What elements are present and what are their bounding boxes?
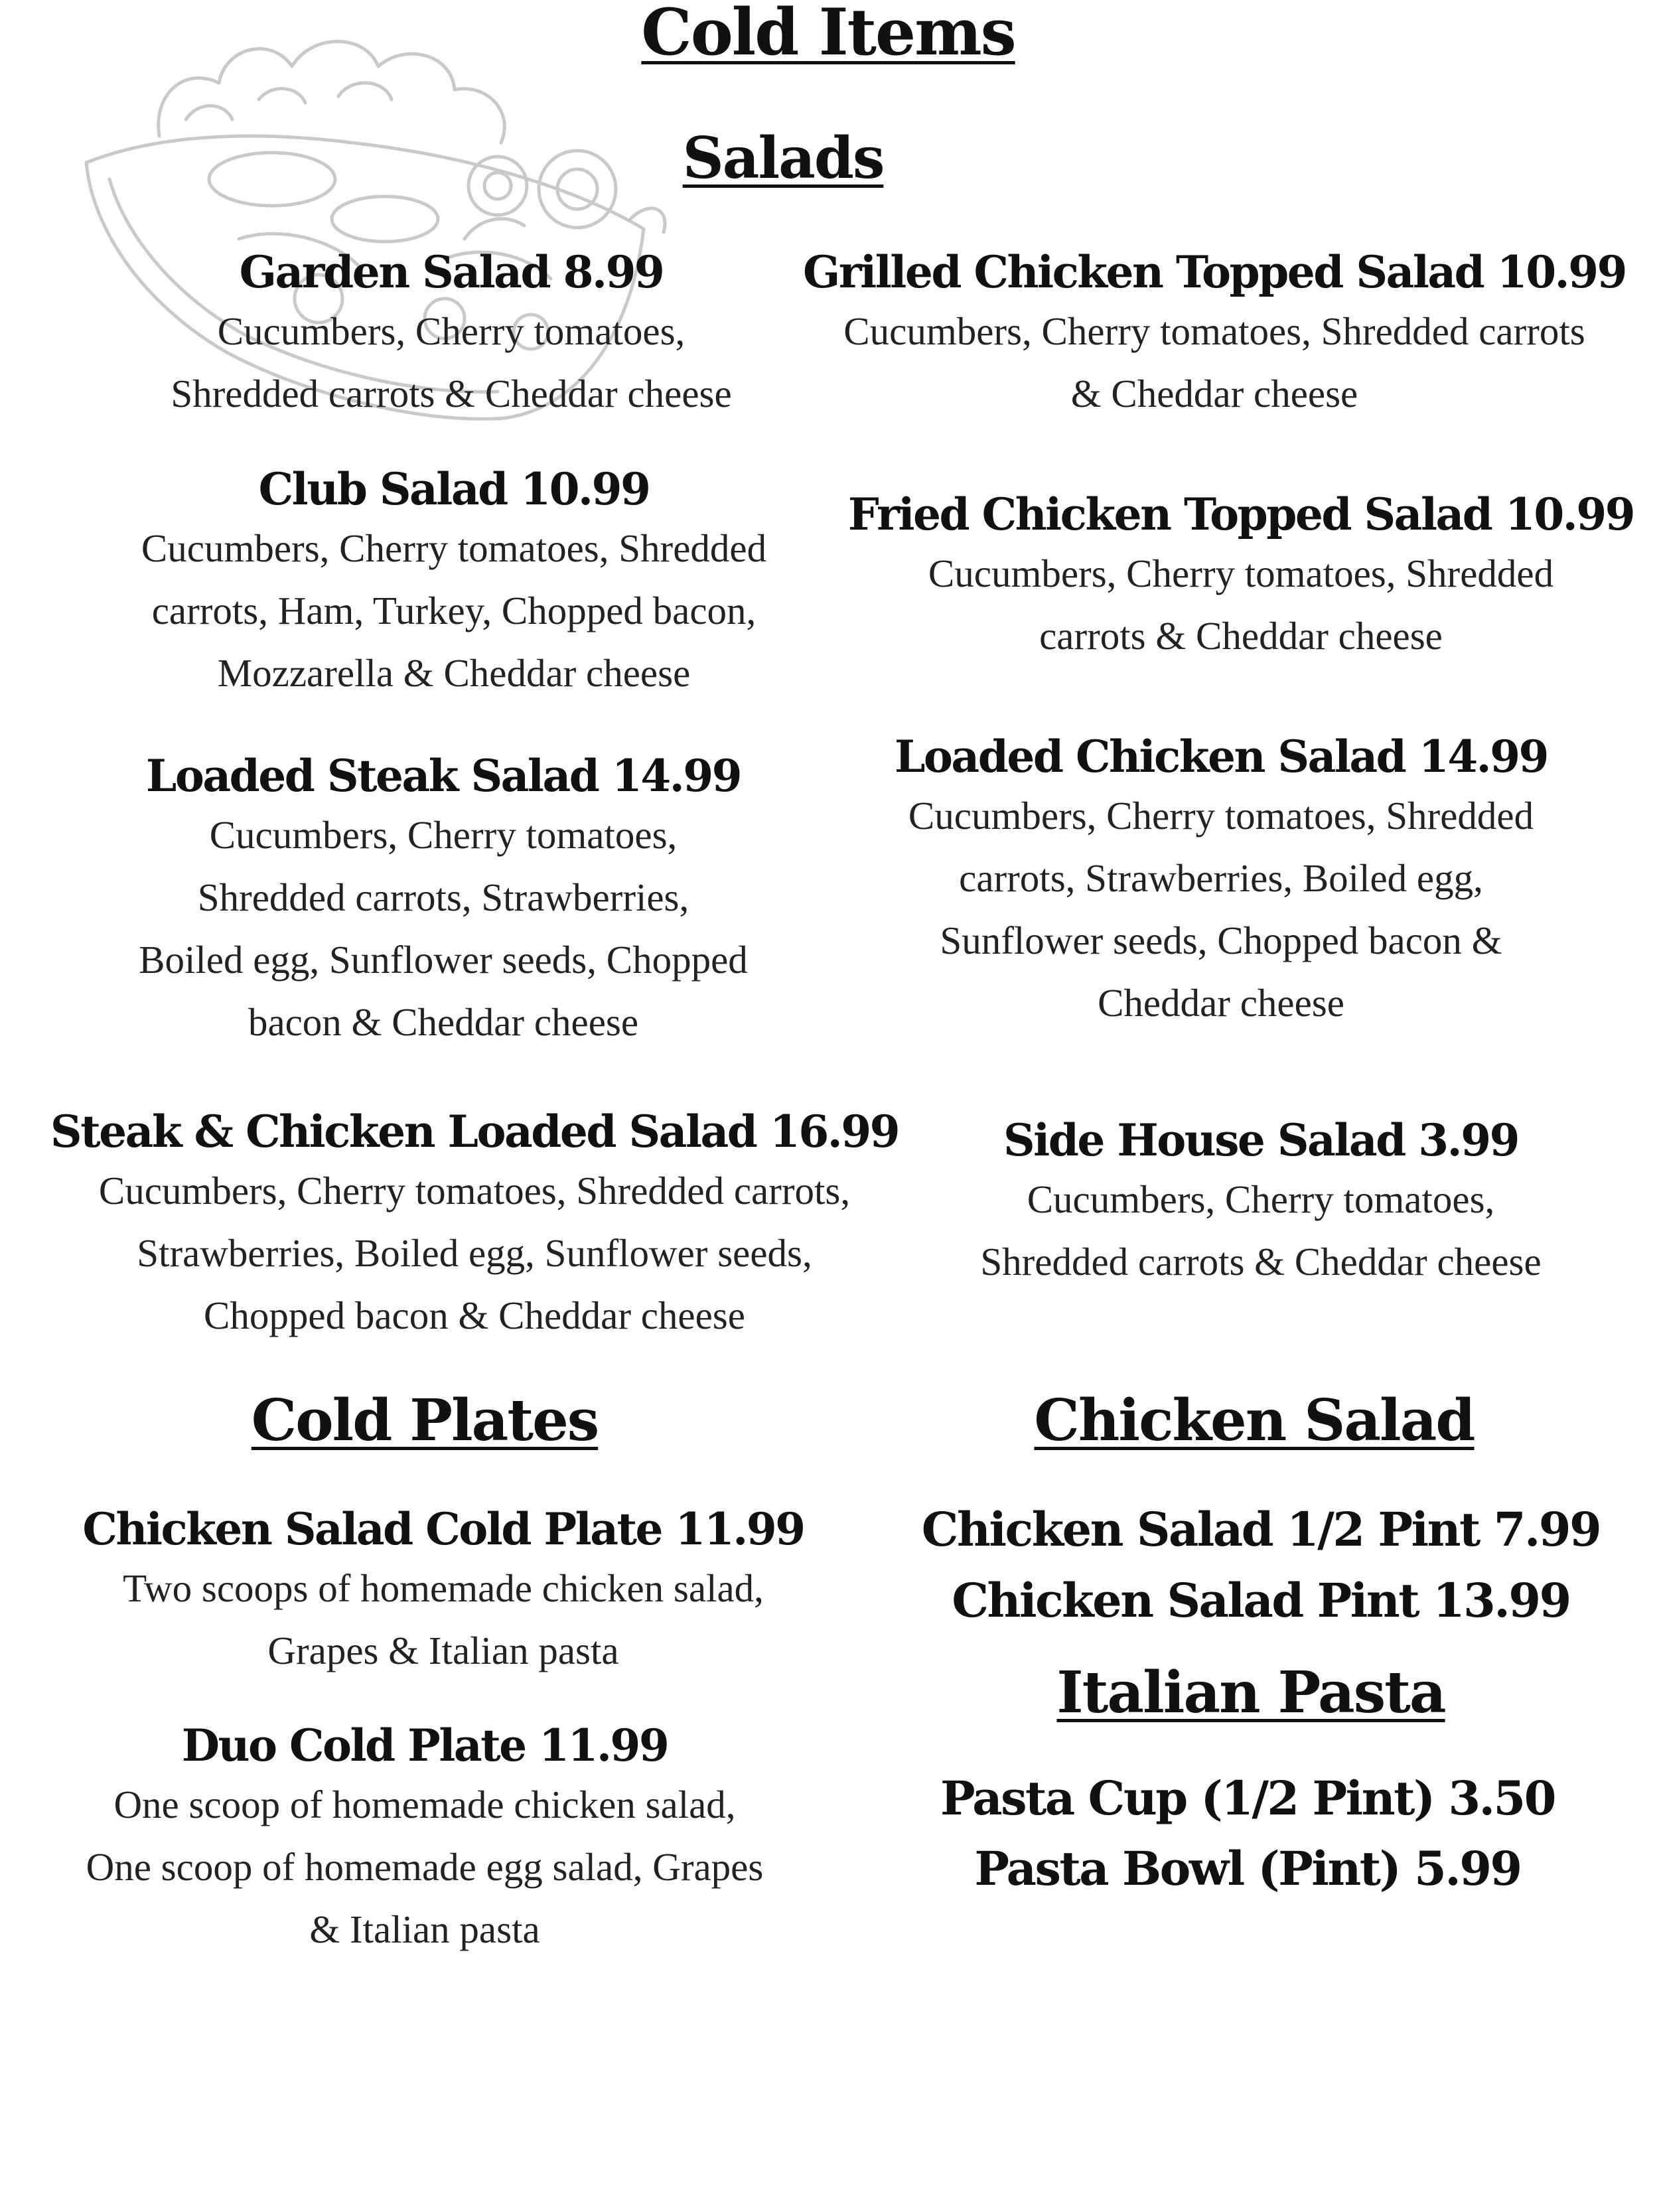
menu-item-title: Club Salad 10.99 bbox=[258, 463, 650, 515]
section-heading-cold-plates: Cold Plates bbox=[251, 1387, 599, 1454]
menu-item bbox=[20, 1718, 830, 1960]
menu-item bbox=[863, 1112, 1659, 1293]
menu-item-description: Cucumbers, Cherry tomatoes, Shredded carrots, Strawberries, Boiled egg, Sunflower seeds, Chopped bacon & Cheddar cheese bbox=[139, 813, 748, 1044]
menu-item-description: Cucumbers, Cherry tomatoes, Shredded carrots & Cheddar cheese bbox=[928, 552, 1554, 658]
menu-item-title: Duo Cold Plate 11.99 bbox=[181, 1720, 668, 1771]
menu-item-description: Cucumbers, Cherry tomatoes, Shredded carrots & Cheddar cheese bbox=[980, 1177, 1542, 1284]
menu-item-title: Side House Salad 3.99 bbox=[1003, 1114, 1518, 1166]
menu-item-description: One scoop of homemade chicken salad, One scoop of homemade egg salad, Grapes & Italian pasta bbox=[86, 1783, 764, 1951]
menu-item bbox=[776, 244, 1652, 425]
menu-item-title: Fried Chicken Topped Salad 10.99 bbox=[847, 488, 1634, 540]
menu-item-title: Steak & Chicken Loaded Salad 16.99 bbox=[50, 1106, 899, 1157]
menu-line: Pasta Cup (1/2 Pint) 3.50 bbox=[940, 1771, 1555, 1826]
menu-item-description: Cucumbers, Cherry tomatoes, Shredded carrots, Strawberries, Boiled egg, Sunflower seeds, Chopped bacon & Cheddar cheese bbox=[908, 794, 1534, 1025]
menu-item-title: Garden Salad 8.99 bbox=[239, 246, 664, 298]
menu-item bbox=[56, 461, 852, 704]
menu-item-title: Loaded Steak Salad 14.99 bbox=[145, 750, 741, 802]
menu-item-title: Grilled Chicken Topped Salad 10.99 bbox=[803, 246, 1626, 298]
menu-item-description: Cucumbers, Cherry tomatoes, Shredded carrots & Cheddar cheese bbox=[843, 309, 1585, 415]
menu-item-description: Cucumbers, Cherry tomatoes, Shredded carrots, Strawberries, Boiled egg, Sunflower seeds, Chopped bacon & Cheddar cheese bbox=[98, 1169, 851, 1337]
menu-line: Chicken Salad Pint 13.99 bbox=[952, 1573, 1570, 1628]
menu-line: Chicken Salad 1/2 Pint 7.99 bbox=[921, 1502, 1601, 1557]
menu-item bbox=[823, 729, 1619, 1034]
page-title: Cold Items bbox=[641, 0, 1015, 70]
menu-item-description: Two scoops of homemade chicken salad, Grapes & Italian pasta bbox=[123, 1566, 764, 1672]
menu-item bbox=[23, 1104, 926, 1347]
menu-line: Pasta Bowl (Pint) 5.99 bbox=[974, 1841, 1521, 1896]
section-heading-chicken-salad: Chicken Salad bbox=[1034, 1387, 1475, 1454]
menu-item bbox=[816, 486, 1659, 667]
menu-item-description: Cucumbers, Cherry tomatoes, Shredded carrots, Ham, Turkey, Chopped bacon, Mozzarella & Cheddar cheese bbox=[141, 526, 767, 695]
section-heading-italian-pasta: Italian Pasta bbox=[1056, 1659, 1445, 1726]
menu-item bbox=[45, 748, 841, 1053]
menu-item-title: Loaded Chicken Salad 14.99 bbox=[895, 731, 1548, 782]
menu-item-title: Chicken Salad Cold Plate 11.99 bbox=[82, 1503, 804, 1555]
menu-item bbox=[38, 1501, 848, 1682]
menu-item-description: Cucumbers, Cherry tomatoes, Shredded carrots & Cheddar cheese bbox=[171, 309, 732, 415]
menu-item bbox=[53, 244, 849, 425]
section-heading-salads: Salads bbox=[682, 125, 884, 192]
